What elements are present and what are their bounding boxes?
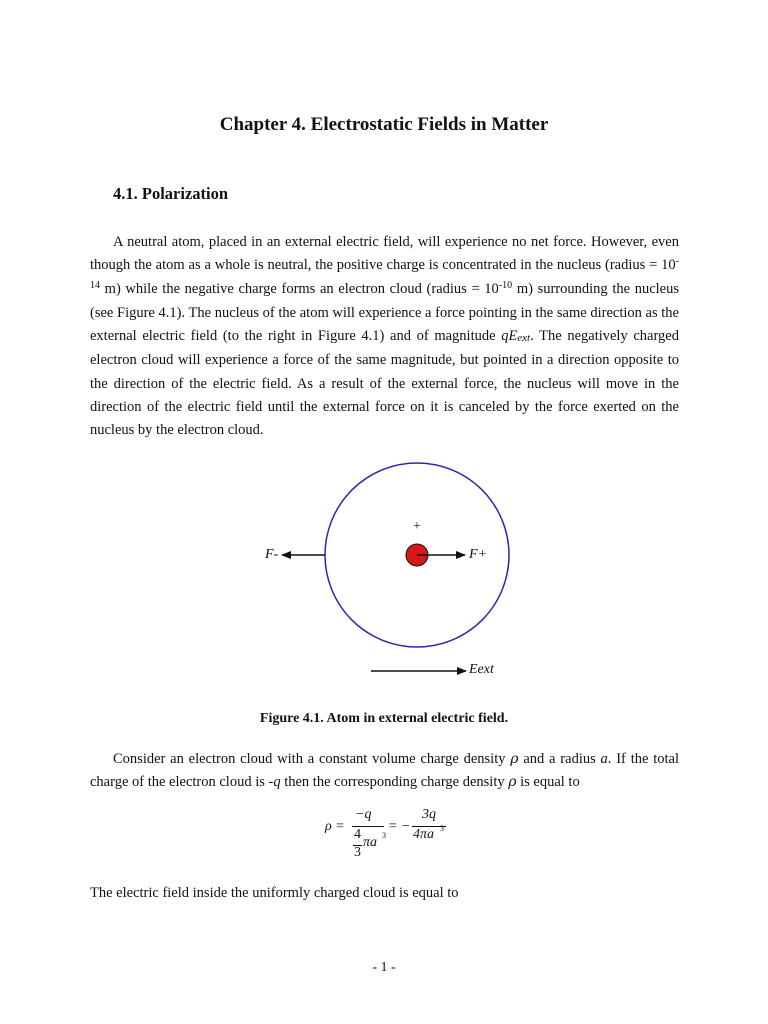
eq-num1: −q [355, 807, 372, 822]
paragraph-1-part-a: A neutral atom, placed in an external electric field, will experience no net force. However, even though the atom as a whole is neutral, the positive charge is concentrated in the nucleus (radius = 10 [90, 234, 679, 274]
charge-density-equation [320, 806, 460, 866]
f-minus-label: F- [265, 547, 279, 562]
paragraph-2-part-a: Consider an electron cloud with a constant volume charge density [113, 751, 511, 767]
section-title: 4.1. Polarization [113, 184, 229, 203]
paragraph-2-part-b: and a radius [518, 751, 601, 767]
paragraph-2-part-d: then the corresponding charge density [280, 774, 509, 791]
figure-caption: Figure 4.1. Atom in external electric field. [259, 711, 509, 726]
eq-lhs: ρ = [325, 819, 345, 834]
symbol-rho: ρ [510, 751, 519, 767]
field-label: Eext [469, 662, 494, 677]
eq-den1-exp: 3 [382, 831, 386, 840]
eq-coef-den: 3 [354, 845, 361, 860]
eq-equals-2: = − [388, 819, 411, 834]
symbol-minus-q: -q [268, 774, 281, 791]
symbol-ext: ext [517, 332, 531, 345]
eq-num2: 3q [422, 807, 436, 822]
paragraph-1-part-c: m) surrounding the nucleus (see Figure 4.1). The nucleus of the atom will experience a force pointing in the same direction as the external electric field (to the right in Figure 4.1) and of magnitude [90, 281, 679, 345]
paragraph-2 [90, 748, 679, 794]
symbol-rho-2: ρ [508, 774, 517, 791]
symbol-a: a [600, 751, 608, 767]
nucleus-radius-exponent: -14 [90, 256, 679, 292]
eq-den2: 4πa [413, 827, 435, 842]
paragraph-1-part-d: . The negatively charged electron cloud will experience a force of the same magnitude, but pointed in a direction opposite to the direction of the electric field. As a result of the external force, the nucleus will move in the direction of the electric field until the external force on it is canceled by the force exerted on the nucleus by the electron cloud. [90, 328, 679, 438]
paragraph-2-part-e: is equal to [516, 774, 580, 791]
atom-diagram [240, 455, 540, 690]
eq-den1: πa [363, 835, 378, 850]
symbol-E: E [508, 328, 518, 345]
eq-coef-num: 4 [354, 827, 361, 842]
f-plus-label: F+ [469, 547, 487, 562]
paragraph-3: The electric field inside the uniformly charged cloud is equal to [90, 885, 459, 901]
positive-charge-label: + [413, 519, 421, 534]
figure-atom [240, 455, 540, 690]
chapter-title: Chapter 4. Electrostatic Fields in Matter [219, 114, 549, 135]
symbol-q: q [501, 328, 509, 345]
cloud-radius-exponent: -10 [498, 280, 513, 292]
paragraph-2-part-c: . If the total charge of the electron cloud is [90, 751, 679, 791]
eq-den2-exp: 3 [440, 824, 444, 833]
page-number: - 1 - [372, 960, 396, 975]
paragraph-1-part-b: m) while the negative charge forms an electron cloud (radius = 10 [100, 281, 499, 298]
paragraph-1 [90, 231, 679, 442]
